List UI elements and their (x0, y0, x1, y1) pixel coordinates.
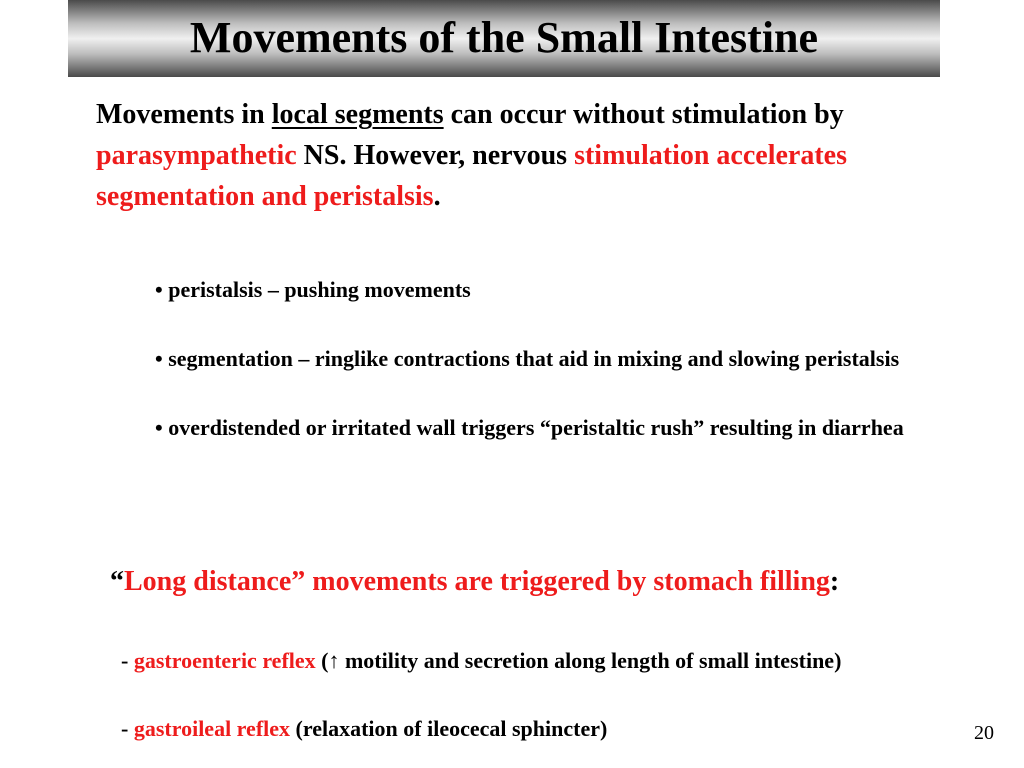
reflex-gastroileal (110, 713, 930, 744)
page-number: 20 (974, 722, 994, 744)
long-distance-open-quote: “ (110, 566, 124, 597)
gastroenteric-reflex-term: gastroenteric reflex (133, 648, 316, 673)
long-distance-colon: : (829, 566, 840, 597)
bullet-peristalsis: • peristalsis – pushing movements (155, 277, 471, 302)
reflex-gastroenteric (110, 645, 930, 676)
long-distance-phrase: Long distance” movements are triggered by stomach filling (124, 566, 830, 597)
title-bar (68, 0, 940, 77)
intro-text-1: Movements in (96, 99, 272, 130)
gastroileal-reflex-term: gastroileal reflex (133, 716, 291, 741)
parasympathetic-term: parasympathetic (96, 140, 297, 171)
intro-paragraph (96, 94, 936, 217)
long-distance-heading (110, 562, 930, 601)
slide-title: Movements of the Small Intestine (189, 12, 819, 62)
gastroenteric-reflex-desc: (↑ motility and secretion along length of small intestine) (315, 648, 842, 673)
gastroileal-reflex-desc: (relaxation of ileocecal sphincter) (290, 716, 608, 741)
intro-text-3: can occur without stimulation by (443, 99, 844, 130)
bullet-list (155, 274, 915, 481)
reflex-dash: - (110, 716, 134, 741)
stimulation-accelerates-phrase: stimulation accelerates segmentation and peristalsis (96, 140, 847, 212)
local-segments-term: local segments (271, 99, 444, 130)
intro-text-7: . (433, 181, 441, 212)
bullet-segmentation: • segmentation – ringlike contractions that aid in mixing and slowing peristalsis (155, 346, 900, 371)
bullet-peristaltic-rush: • overdistended or irritated wall triggers “peristaltic rush” resulting in diarrhea (155, 415, 904, 440)
intro-text-5: NS. However, nervous (296, 140, 575, 171)
reflex-dash: - (110, 648, 134, 673)
